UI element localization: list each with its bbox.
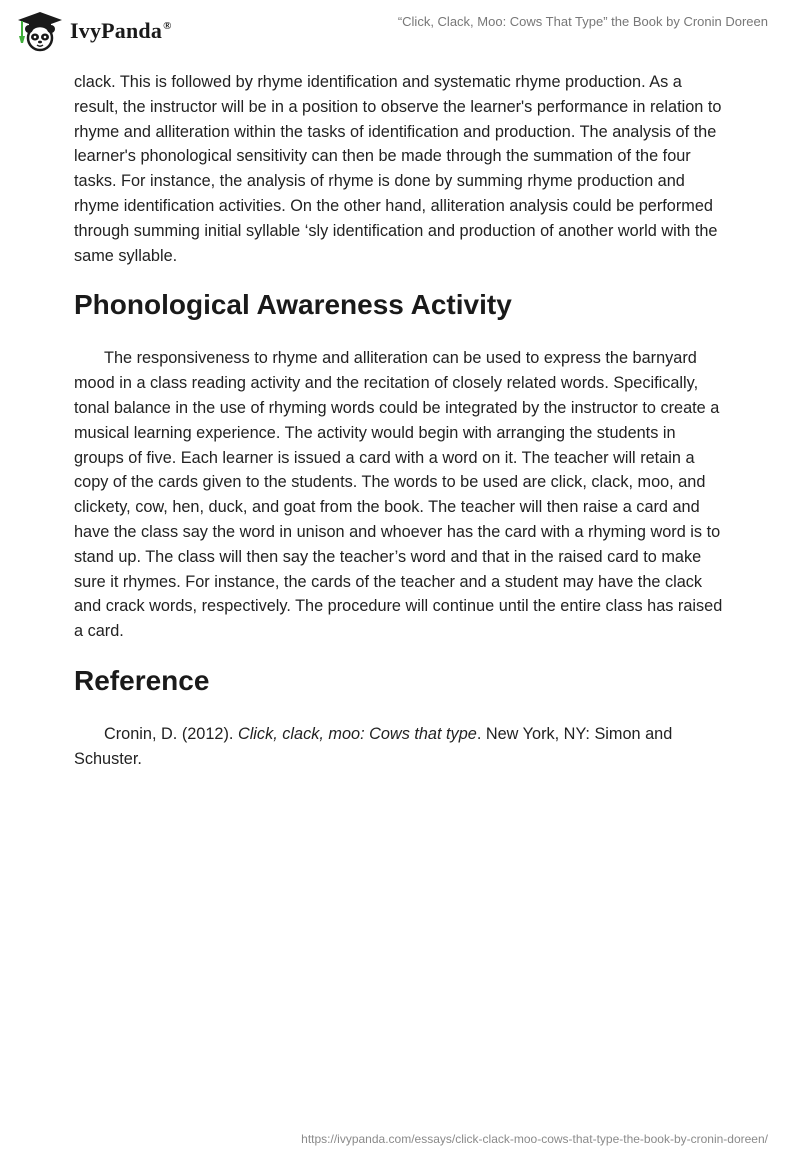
essay-content [74, 70, 726, 772]
source-url-link[interactable]: https://ivypanda.com/essays/click-clack-moo-cows-that-type-the-book-by-cronin-doreen/ [301, 1132, 768, 1146]
panda-graduate-icon [16, 10, 64, 52]
reference-entry [74, 722, 726, 772]
reference-author-year: Cronin, D. (2012). [104, 724, 238, 743]
document-title: “Click, Clack, Moo: Cows That Type” the Book by Cronin Doreen [397, 14, 768, 29]
section-heading-reference: Reference [74, 664, 210, 696]
page-header [0, 0, 800, 62]
registered-mark: ® [163, 20, 172, 32]
intro-paragraph: clack. This is followed by rhyme identification and systematic rhyme production. As a result, the instructor will be in a position to observe the learner's performance in relation to rhyme and alliteration within the tasks of identification and production. The analysis of the learner's phonological sensitivity can then be made through the summation of the four tasks. For instance, the analysis of rhyme is done by summing rhyme production and rhyme identification activities. On the other hand, alliteration analysis could be performed through summing initial syllable ‘sly identification and production of another world with the same syllable. [74, 73, 722, 265]
section-heading-phonological-awareness: Phonological Awareness Activity [74, 289, 512, 321]
logo-text: IvyPanda® [70, 18, 172, 43]
ivypanda-logo[interactable] [16, 10, 172, 52]
activity-paragraph: The responsiveness to rhyme and alliteration can be used to express the barnyard mood in a class reading activity and the recitation of closely related words. Specifically, tonal balance in the use of rhyming words could be integrated by the instructor to create a musical learning experience. The activity would begin with arranging the students in groups of five. Each learner is issued a card with a word on it. The teacher will retain a copy of the cards given to the students. The words to be used are click, clack, moo, and clickety, cow, hen, duck, and goat from the book. The teacher will then raise a card and have the class say the word in unison and whoever has the card with a rhyming word is to stand up. The class will then say the teacher’s word and that in the raised card to make sure it rhymes. For instance, the cards of the teacher and a student may have the clack and crack words, respectively. The procedure will continue until the entire class has raised a card. [74, 349, 723, 641]
reference-publisher: . New York, NY: Simon and Schuster. [74, 724, 673, 768]
reference-book-title: Click, clack, moo: Cows that type [237, 724, 477, 743]
